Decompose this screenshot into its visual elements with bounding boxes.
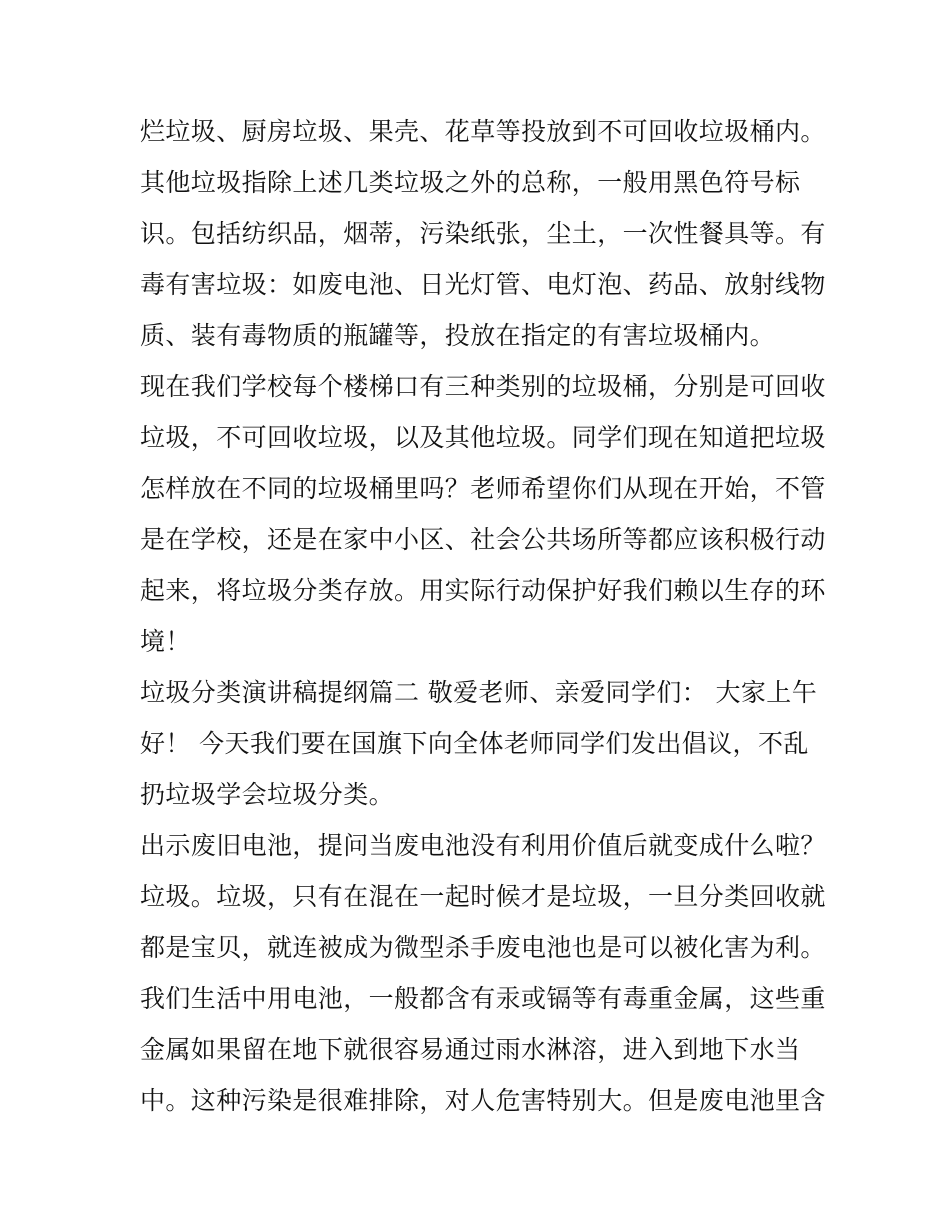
text-line: 起来，将垃圾分类存放。用实际行动保护好我们赖以生存的环 <box>140 576 826 605</box>
text-line: 垃圾分类演讲稿提纲篇二 敬爱老师、亲爱同学们： 大家上午 <box>140 678 818 707</box>
text-line: 是在学校，还是在家中小区、社会公共场所等都应该积极行动 <box>140 525 826 554</box>
text-line: 毒有害垃圾：如废电池、日光灯管、电灯泡、药品、放射线物 <box>140 270 826 299</box>
text-line: 金属如果留在地下就很容易通过雨水淋溶，进入到地下水当 <box>140 1035 801 1064</box>
text-line: 垃圾。垃圾，只有在混在一起时候才是垃圾，一旦分类回收就 <box>140 882 826 911</box>
text-line: 中。这种污染是很难排除，对人危害特别大。但是废电池里含 <box>140 1086 826 1115</box>
document-body <box>140 106 826 1126</box>
text-line: 质、装有毒物质的瓶罐等，投放在指定的有害垃圾桶内。 <box>140 321 776 350</box>
text-line: 都是宝贝，就连被成为微型杀手废电池也是可以被化害为利。 <box>140 933 826 962</box>
text-line: 其他垃圾指除上述几类垃圾之外的总称，一般用黑色符号标 <box>140 168 801 197</box>
text-line: 垃圾，不可回收垃圾，以及其他垃圾。同学们现在知道把垃圾 <box>140 423 826 452</box>
text-line: 我们生活中用电池，一般都含有汞或镉等有毒重金属，这些重 <box>140 984 826 1013</box>
text-line: 烂垃圾、厨房垃圾、果壳、花草等投放到不可回收垃圾桶内。 <box>140 117 826 146</box>
text-line: 现在我们学校每个楼梯口有三种类别的垃圾桶，分别是可回收 <box>140 372 826 401</box>
text-line: 好！ 今天我们要在国旗下向全体老师同学们发出倡议，不乱 <box>140 729 809 758</box>
text-line: 怎样放在不同的垃圾桶里吗？老师希望你们从现在开始，不管 <box>140 474 826 503</box>
text-line: 境！ <box>140 627 191 656</box>
text-line: 识。包括纺织品，烟蒂，污染纸张，尘土，一次性餐具等。有 <box>140 219 826 248</box>
text-line: 出示废旧电池，提问当废电池没有利用价值后就变成什么啦？ <box>140 831 826 860</box>
text-line: 扔垃圾学会垃圾分类。 <box>140 780 395 809</box>
